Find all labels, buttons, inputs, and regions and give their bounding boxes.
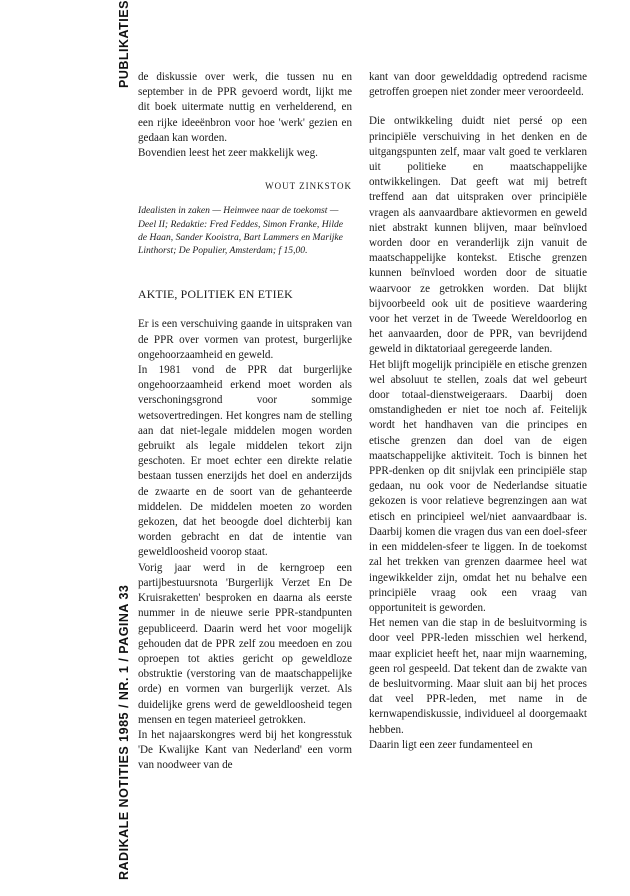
right-paragraph-4: Het nemen van die stap in de besluitvorming is door veel PPR-leden misschien wel herkend, maar expliciet heeft het, naar mijn waarneming, geen rol gespeeld. Dat tekent dan de zwakte van de besluitvorming. Maar sluit aan bij het proces dat veel PPR-leden, met name in de kernwapendiskussie, individueel al doorgemaakt hebben. bbox=[369, 617, 587, 736]
right-paragraph-2: Die ontwikkeling duidt niet persé op een principiële verschuiving in het denken en de uitgangspunten zelf, maar valt goed te verklaren uit politieke en maatschappelijke ontwikkelingen. Dat geeft wat mij betreft treffend aan dat uitspraken over principiële vragen als aanvaardbare aktievormen en geweld niet abstrakt kunnen blijven, maar beïnvloed worden door en veranderlijk zijn vanuit de maatschappelijke kontekst. Etische grenzen kunnen beïnvloed worden door de situatie waarvoor ze getrokken worden. Dat blijkt bijvoorbeeld ook uit de positieve waardering voor het verzet in de Tweede Wereldoorlog en het aanvaarden, door de PPR, van bevrijdend geweld in diktatoriaal geregeerde landen. bbox=[369, 115, 587, 356]
bibliography-title: Idealisten in zaken bbox=[138, 205, 210, 217]
body-paragraph-1: Er is een verschuiving gaande in uitspraken van de PPR over vormen van protest, burgerlijke ongehoorzaamheid en geweld. bbox=[138, 318, 352, 361]
right-paragraph-5: Daarin ligt een zeer fundamenteel en bbox=[369, 738, 533, 751]
review-author: WOUT ZINKSTOK bbox=[265, 181, 352, 192]
right-paragraph-1: kant van door gewelddadig optredend racisme getroffen groepen niet zonder meer veroordeeld. bbox=[369, 71, 587, 99]
bibliography-details: — Heimwee naar de toekomst — Deel II; Redaktie: Fred Feddes, Simon Franke, Hilde de Haan, Sander Kooistra, Bart Lammers en Marijke Linthorst; De Populier, Amsterdam; f 15,00. bbox=[138, 205, 344, 257]
right-paragraph-3: Het blijft mogelijk principiële en etische grenzen wel absoluut te stellen, zoals dat wel gebeurt door totaal-dienstweigeraars. Daarbij doen omstandigheden er niet toe noch af. Feitelijk wordt het handhaven van die principes en etische grenzen dan doel van de eigen maatschappelijke aktiviteit. Toch is binnen het PPR-denken op dit snijvlak een principiële stap gedaan, nu ook voor de Nederlandse situatie gekozen is voor relatieve begrenzingen aan wat etisch en principieel wel/niet aanvaardbaar is. Daarbij komen die vragen dus van een doel-sfeer in een middelen-sfeer te liggen. In de toekomst zal het trekken van grenzen daarmee heel wat ingewikkelder zijn, omdat het nu behalve een principiële vraag ook een vraag van opportuniteit is geworden. bbox=[369, 358, 587, 614]
body-paragraph-3: Vorig jaar werd in de kerngroep een partijbestuursnota 'Burgerlijk Verzet En De Kruisraketten' besproken en daarna als eerste nummer in de nieuwe serie PPR-standpunten gepubliceerd. Daarin werd het voor mogelijk gehouden dat de PPR zelf zou meedoen en zou oproepen tot akties gericht op geweldloze obstruktie (verstoring van de maatschappelijke orde) en vormen van burgerlijk verzet. Als duidelijke grens werd de geweldloosheid tegen mensen en tegen materieel getrokken. bbox=[138, 561, 352, 726]
article-heading: AKTIE, POLITIEK EN ETIEK bbox=[138, 287, 293, 302]
body-paragraph-4: In het najaarskongres werd bij het kongresstuk 'De Kwalijke Kant van Nederland' een vorm van noodweer van de bbox=[138, 728, 352, 772]
bibliography-entry bbox=[138, 204, 352, 257]
section-label: PUBLIKATIES bbox=[117, 0, 131, 88]
journal-issue-label: RADIKALE NOTITIES 1985 / NR. 1 / PAGINA 33 bbox=[117, 584, 131, 880]
intro-paragraph-1: de diskussie over werk, die tussen nu en september in de PPR gevoerd wordt, lijkt me dit boek uitermate nuttig en verhelderend, en een rijke ideeënbron voor hoe 'werk' gezien en gedaan kan worden. bbox=[138, 71, 352, 144]
body-paragraph-2: In 1981 vond de PPR dat burgerlijke ongehoorzaamheid erkend moet worden als verschoningsgrond voor sommige wetsovertredingen. Het kongres nam de stelling aan dat niet-legale middelen mogen worden gebruikt als legale middelen tekort zijn geschoten. Er moet echter een direkte relatie bestaan tussen enerzijds het doel en anderzijds de zwaarte en de soort van de gehanteerde middelen. De middelen moeten zo worden gekozen, dat het beoogde doel dichterbij kan worden gebracht en dat de intentie van geweldloosheid voorop staat. bbox=[138, 364, 352, 559]
left-column bbox=[138, 70, 352, 774]
right-column bbox=[369, 70, 587, 753]
intro-paragraph-2: Bovendien leest het zeer makkelijk weg. bbox=[138, 147, 318, 160]
